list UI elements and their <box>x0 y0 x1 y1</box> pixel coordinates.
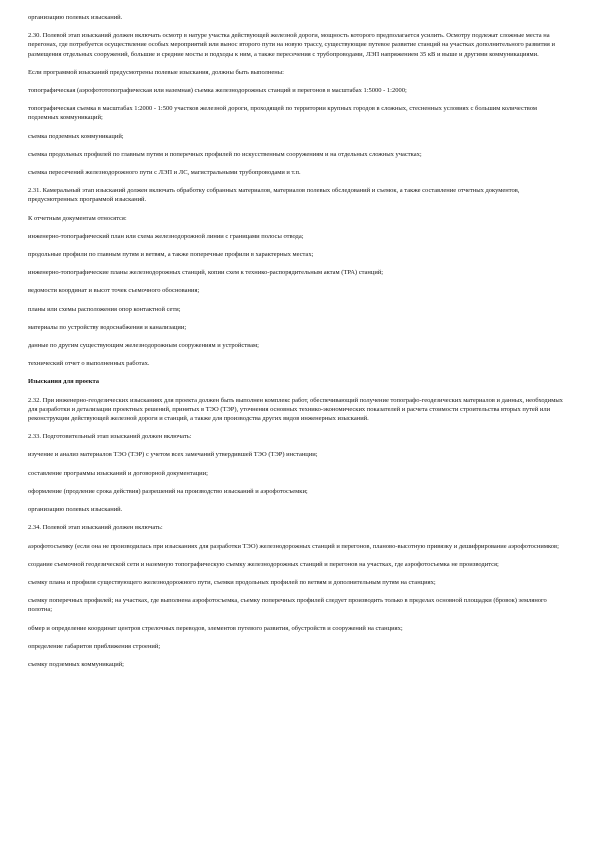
paragraph: съемку подземных коммуникаций; <box>28 660 124 668</box>
paragraph: составление программы изысканий и договорной документации; <box>28 469 208 477</box>
paragraph: определение габаритов приближения строений; <box>28 642 161 650</box>
paragraph: организацию полевых изысканий. <box>28 506 123 514</box>
paragraph: данные по другим существующим железнодорожным сооружениям и устройствам; <box>28 342 259 350</box>
paragraph: съемку поперечных профилей; на участках, где выполнена аэрофотосъемка, съемку поперечных профилей следует производить только в пределах основной площадки (бровок) земляного полотна; <box>28 597 547 614</box>
paragraph: 2.32. При инженерно-геодезических изысканиях для проекта должен быть выполнен комплекс работ, обеспечивающий получение топографо-геодезических материалов и данных, необходимых для разработки и детализации проектных решений, принятых в ТЭО (ТЭР), уточнения основных технико-экономических показателей и расчета стоимости строительства вторых путей или реконструкции действующей железной дороги и станций, а также для производства других видов инженерных изысканий. <box>28 396 563 423</box>
paragraph: съемка пересечений железнодорожного пути с ЛЭП и ЛС, магистральными трубопроводами и т.п. <box>28 169 301 177</box>
paragraph: топографическая съемка в масштабах 1:2000 - 1:500 участков железной дороги, проходящей по территории крупных городов в сложных, стесненных условиях с большим количеством подземных коммуникаций; <box>28 105 537 122</box>
document-page <box>28 13 568 678</box>
paragraph: материалы по устройству водоснабжения и канализации; <box>28 323 187 331</box>
paragraph: 2.31. Камеральный этап изысканий должен включать обработку собранных материалов, материалов полевых обследований и съемок, а также составление отчетных документов, предусмотренных программой изысканий. <box>28 187 520 204</box>
paragraph: обмер и определение координат центров стрелочных переводов, элементов путевого развития, обустройств и сооружений на станциях; <box>28 624 403 632</box>
paragraph: съемку плана и профиля существующего железнодорожного пути, съемки продольных профилей по ветвям и дополнительным путям на станциях; <box>28 578 436 586</box>
paragraph: съемка подземных коммуникаций; <box>28 132 124 140</box>
paragraph: 2.34. Полевой этап изысканий должен включать: <box>28 524 163 532</box>
paragraph: оформление (продление срока действия) разрешений на производство изысканий и аэрофотосъемки; <box>28 487 308 495</box>
paragraph: планы или схемы расположения опор контактной сети; <box>28 305 181 313</box>
paragraph: съемка продольных профилей по главным путям и поперечных профилей по искусственным сооружениям и на отдельных сложных участках; <box>28 150 422 158</box>
paragraph: технический отчет о выполненных работах. <box>28 360 150 368</box>
paragraph: организацию полевых изысканий. <box>28 14 123 21</box>
paragraph: изучение и анализ материалов ТЭО (ТЭР) с учетом всех замечаний утвердившей ТЭО (ТЭР) инстанции; <box>28 451 318 459</box>
document-body <box>28 13 568 669</box>
paragraph: 2.33. Подготовительный этап изысканий должен включать: <box>28 433 192 441</box>
paragraph: инженерно-топографический план или схема железнодорожной линии с границами полосы отвода; <box>28 232 304 240</box>
paragraph: Если программой изысканий предусмотрены полевые изыскания, должны быть выполнены: <box>28 68 284 76</box>
paragraph: ведомости координат и высот точек съемочного обоснования; <box>28 287 200 295</box>
paragraph: продольные профили по главным путям и ветвям, а также поперечные профили в характерных местах; <box>28 251 314 259</box>
paragraph: 2.30. Полевой этап изысканий должен включать осмотр в натуре участка действующей железной дороги, мощность которого предполагается усилить. Осмотру подлежат сложные места на перегонах, где потребуется осуществление особых мероприятий или вынос второго пути на новую трассу, существующие путевое развитие станций на участках дополнительного развития и размещения отдельных сооружений, большие и средние мосты и подходы к ним, а также пересечения с трубопроводами, ЛЭП напряжением 35 кВ и выше и другими коммуникациями. <box>28 32 555 58</box>
paragraph: К отчетным документам относятся: <box>28 214 127 222</box>
section-heading: Изыскания для проекта <box>28 378 99 386</box>
paragraph: аэрофотосъемку (если она не производилась при изысканиях для разработки ТЭО) железнодорожных станций и перегонов, планово-высотную привязку и дешифрирование аэрофотоснимков; <box>28 542 559 550</box>
paragraph: инженерно-топографические планы железнодорожных станций, копии схем к технико-распорядительным актам (ТРА) станций; <box>28 269 384 277</box>
paragraph: создание съемочной геодезической сети и наземную топографическую съемку железнодорожных станций и перегонов на участках, где аэрофотосъемка не производится; <box>28 560 499 568</box>
paragraph: топографическая (аэрофототопографическая или наземная) съемка железнодорожных станций и перегонов в масштабах 1:5000 - 1:2000; <box>28 87 407 95</box>
